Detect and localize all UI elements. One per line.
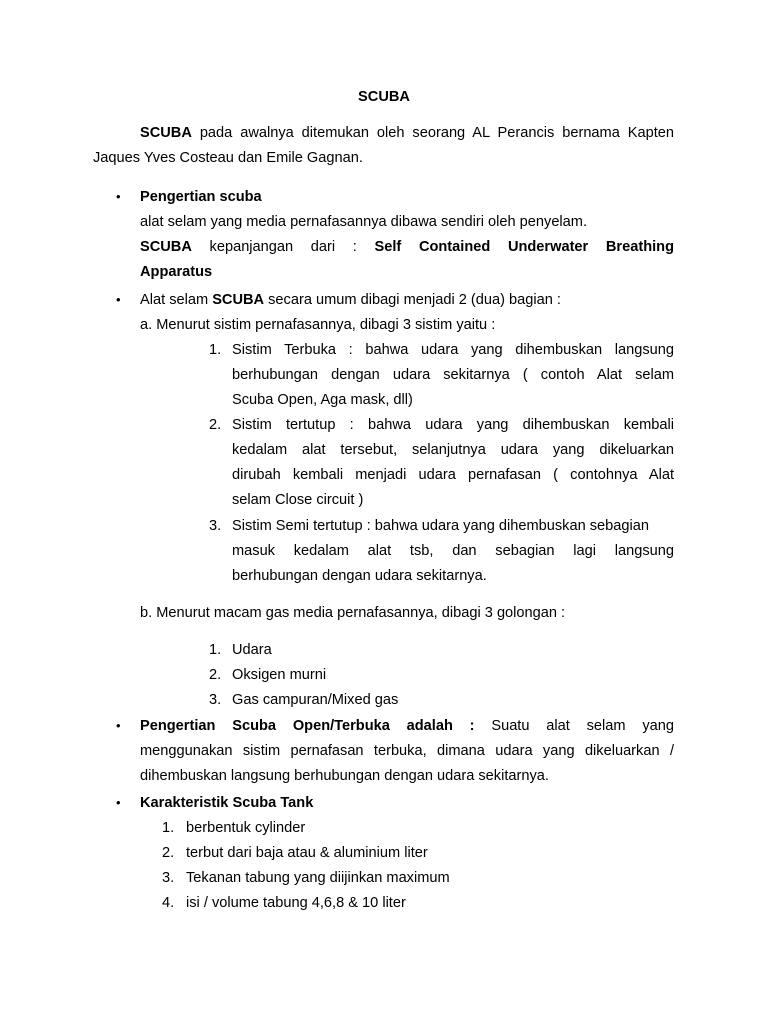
intro-line-1: SCUBA pada awalnya ditemukan oleh seorang AL Perancis bernama Kapten [140, 125, 674, 141]
sec4-heading: Karakteristik Scuba Tank [140, 795, 314, 811]
bullet-2: • [116, 292, 121, 307]
b-item-2-number: 2. [209, 667, 222, 683]
bullet-1: • [116, 189, 121, 204]
sec1-line-1: alat selam yang media pernafasannya dibawa sendiri oleh penyelam. [140, 214, 588, 230]
sec2-b-heading: b. Menurut macam gas media pernafasannya, dibagi 3 golongan : [140, 605, 566, 621]
intro-line-2: Jaques Yves Costeau dan Emile Gagnan. [93, 150, 363, 166]
a-item-3-number: 3. [209, 518, 222, 534]
b-item-1-text: Udara [232, 642, 272, 658]
a-item-1-line-1: Sistim Terbuka : bahwa udara yang dihembuskan langsung [232, 342, 674, 358]
sec1-abbr-line: SCUBA kepanjangan dari : Self Contained Underwater Breathing [140, 239, 674, 255]
tank-item-4-number: 4. [162, 895, 175, 911]
sec3-line-1: Pengertian Scuba Open/Terbuka adalah : Suatu alat selam yang [140, 718, 674, 734]
sec2-a-heading: a. Menurut sistim pernafasannya, dibagi 3 sistim yaitu : [140, 317, 496, 333]
b-item-3-number: 3. [209, 692, 222, 708]
page-title: SCUBA [358, 89, 410, 105]
sec1-abbr-line-2: Apparatus [140, 264, 213, 280]
tank-item-3-number: 3. [162, 870, 175, 886]
a-item-1-line-3: Scuba Open, Aga mask, dll) [232, 392, 413, 408]
tank-item-2-text: terbut dari baja atau & aluminium liter [186, 845, 428, 861]
a-item-2-line-3: dirubah kembali menjadi udara pernafasan ( contohnya Alat [232, 467, 674, 483]
tank-item-1-number: 1. [162, 820, 175, 836]
a-item-2-line-4: selam Close circuit ) [232, 492, 364, 508]
a-item-3-line-3: berhubungan dengan udara sekitarnya. [232, 568, 487, 584]
tank-item-1-text: berbentuk cylinder [186, 820, 306, 836]
b-item-1-number: 1. [209, 642, 222, 658]
a-item-2-line-2: kedalam alat tersebut, selanjutnya udara yang dikeluarkan [232, 442, 674, 458]
a-item-2-line-1: Sistim tertutup : bahwa udara yang dihembuskan kembali [232, 417, 674, 433]
a-item-1-line-2: berhubungan dengan udara sekitarnya ( contoh Alat selam [232, 367, 674, 383]
a-item-1-number: 1. [209, 342, 222, 358]
a-item-3-line-2: masuk kedalam alat tsb, dan sebagian lagi langsung [232, 543, 674, 559]
intro-bold-scuba: SCUBA [140, 125, 192, 141]
a-item-2-number: 2. [209, 417, 222, 433]
sec1-heading: Pengertian scuba [140, 189, 262, 205]
tank-item-2-number: 2. [162, 845, 175, 861]
b-item-3-text: Gas campuran/Mixed gas [232, 692, 399, 708]
tank-item-3-text: Tekanan tabung yang diijinkan maximum [186, 870, 450, 886]
bullet-3: • [116, 718, 121, 733]
bullet-4: • [116, 795, 121, 810]
tank-item-4-text: isi / volume tabung 4,6,8 & 10 liter [186, 895, 406, 911]
a-item-3-line-1: Sistim Semi tertutup : bahwa udara yang dihembuskan sebagian [232, 518, 649, 534]
b-item-2-text: Oksigen murni [232, 667, 327, 683]
sec3-line-3: dihembuskan langsung berhubungan dengan udara sekitarnya. [140, 768, 549, 784]
sec2-heading: Alat selam SCUBA secara umum dibagi menjadi 2 (dua) bagian : [140, 292, 561, 308]
sec3-line-2: menggunakan sistim pernafasan terbuka, dimana udara yang dikeluarkan / [140, 743, 674, 759]
